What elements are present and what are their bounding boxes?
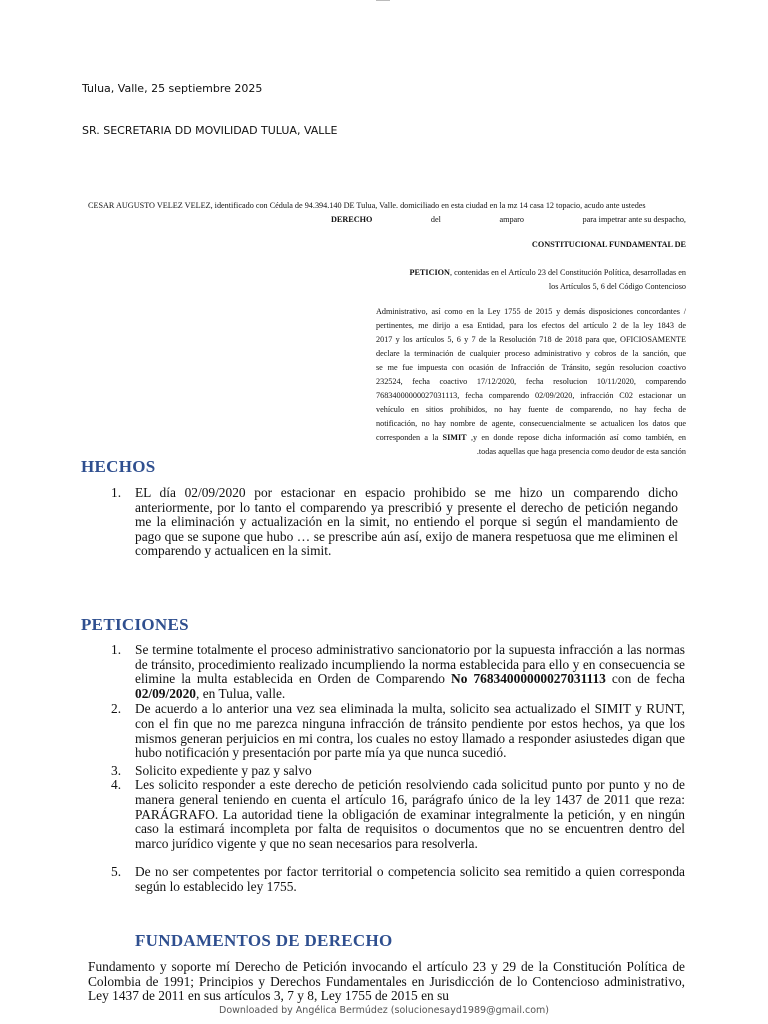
item-text: Les solicito responder a este derecho de petición resolviendo cada solicitud punto por punto y no de manera general teniendo en cuenta el artículo 16, parágrafo único de la ley 1437 de 2011 que reza: PARÁGRAFO. La autoridad tiene la obligación de examinar integralmente la petición, y en ningún caso la estimará incompleta por falta de requisitos o documentos que no se encuentren dentro del marco jurídico vigente y que no sean necesarios para resolverla. xyxy=(135,777,685,851)
item-number: 1. xyxy=(111,485,122,500)
intro-peticion-rest: , contenidas en el Artículo 23 del Constitución Política, desarrolladas en xyxy=(449,268,686,277)
item-text: EL día 02/09/2020 por estacionar en espacio prohibido se me hizo un comparendo dicho anteriormente, por lo tanto el comparendo ya prescribió y presente el derecho de petición negando me la eliminación y actualización en la simit, no entiendo el porque si según el mandamiento de pago que se supone que hubo … se prescribe aún así, exijo de manera respetuosa que me eliminen el comparendo y actualicen en la simit. xyxy=(135,485,678,559)
hechos-heading: HECHOS xyxy=(81,457,156,476)
intro-derecho: DERECHO xyxy=(331,215,373,224)
place-date: Tulua, Valle, 25 septiembre 2025 xyxy=(82,82,263,95)
item-number: 3. xyxy=(111,762,122,778)
intro-para-line: Administrativo, así como en la Ley 1755 de 2015 y demás disposiciones concordantes / xyxy=(376,307,686,316)
item-text: De acuerdo a lo anterior una vez sea eliminada la multa, solicito sea actualizado el SIMIT y RUNT, con el fin que no me parezca ninguna infracción de tránsito pendiente por estos hechos, ya que los mismos generan perjuicios en mi contra, los cuales no estoy llamado a responder asiustedes digan que hubo notificación y presentación por parte mía ya que nunca sucedió. xyxy=(135,701,685,761)
peticion-item-5 xyxy=(111,864,685,894)
fundamentos-heading: FUNDAMENTOS DE DERECHO xyxy=(135,931,393,950)
download-footer: Downloaded by Angélica Bermúdez (solucionesayd1989@gmail.com) xyxy=(219,1005,549,1016)
intro-para-line: 232524, fecha coactivo 17/12/2020, fecha resolucion 10/11/2020, comparendo xyxy=(376,377,686,386)
item-number: 1. xyxy=(111,642,122,657)
intro-line-1: CESAR AUGUSTO VELEZ VELEZ, identificado con Cédula de 94.394.140 DE Tulua, Valle. domiciliado en esta ciudad en la mz 14 casa 12 topacio, acudo ante ustedes xyxy=(88,201,646,210)
peticion-item-3 xyxy=(111,762,685,779)
simit-post: ,y en donde repose dicha información así como también, en xyxy=(466,433,686,442)
intro-line-3: CONSTITUCIONAL FUNDAMENTAL DE xyxy=(531,240,686,249)
intro-simit-line xyxy=(376,431,686,445)
item-text: De no ser competentes por factor territorial o competencia solicito sea remitido a quien corresponda según lo establecido ley 1755. xyxy=(135,864,685,894)
recipient: SR. SECRETARIA DD MOVILIDAD TULUA, VALLE xyxy=(82,124,338,137)
peticiones-list xyxy=(111,642,685,895)
peticion-item-4 xyxy=(111,777,685,851)
intro-del: del xyxy=(430,215,441,224)
peticion-item-2 xyxy=(111,701,685,761)
simit-pre: corresponden a la xyxy=(376,433,443,442)
intro-peticion: PETICION xyxy=(409,268,450,277)
simit-bold: SIMIT xyxy=(442,433,467,442)
item-text-end: , en Tulua, valle. xyxy=(196,685,286,701)
peticiones-heading: PETICIONES xyxy=(81,615,189,634)
intro-para-line: notificación, no hay nombre de agente, consecuencialmente se actualicen los datos que xyxy=(376,419,686,428)
item-text-mid: con de fecha xyxy=(605,671,685,687)
comparendo-date: 02/09/2020 xyxy=(135,685,197,701)
intro-para-line: vehículo en sitios prohibidos, no hay fuente de comparendo, no hay fecha de xyxy=(376,405,686,414)
intro-para-line: 76834000000027031113, fecha comparendo 02/09/2020, infracción C02 estacionar un xyxy=(376,391,686,400)
item-number: 5. xyxy=(111,864,122,880)
intro-paragraph xyxy=(376,305,686,459)
intro-line-4 xyxy=(376,266,686,280)
intro-last-line: .todas aquellas que haga presencia como deudor de esta sanción xyxy=(476,447,686,456)
peticion-item-1 xyxy=(111,642,685,701)
intro-amparo: amparo xyxy=(499,215,525,224)
intro-para-line: se me fue impuesta con ocasión de Infracción de Tránsito, según resolucion coactivo xyxy=(376,363,686,372)
comparendo-number: No 76834000000027031113 xyxy=(451,671,606,687)
item-text: Se termine totalmente el proceso administrativo sancionatorio por la supuesta infracción a las normas de tránsito, procedimiento realizado incumpliendo la norma establecida para ello y en consecuencia se elimine la multa establecida en Orden de Comparendo xyxy=(135,642,685,687)
fundamentos-text: Fundamento y soporte mí Derecho de Petición invocando el artículo 23 y 29 de la Constitución Política de Colombia de 1991; Principios y Derechos Fundamentales en Jurisdicción de lo Contencioso administrativo, Ley 1437 de 2011 en sus artículos 3, 7 y 8, Ley 1755 de 2015 en su xyxy=(88,960,685,1004)
intro-impetrar: para impetrar ante su despacho, xyxy=(582,215,686,224)
item-number: 4. xyxy=(111,777,122,793)
hechos-item xyxy=(111,485,678,559)
item-number: 2. xyxy=(111,701,122,717)
intro-para-line: declare la terminación de cualquier proceso administrativo y cobros de la sanción, que xyxy=(376,349,686,358)
intro-line-2 xyxy=(331,213,686,227)
intro-line-5: los Artículos 5, 6 del Código Contencioso xyxy=(548,282,686,291)
intro-para-line: 2017 y los artículos 5, 6 y 7 de la Resolución 718 de 2018 para que, OFICIOSAMENTE xyxy=(376,335,686,344)
intro-para-line: pertinentes, me dirijo a esa Entidad, para los efectos del artículo 2 de la ley 1843 de xyxy=(376,321,686,330)
page-top-mark xyxy=(376,0,390,1)
hechos-list xyxy=(111,485,678,559)
item-text: Solicito expediente y paz y salvo xyxy=(135,762,312,778)
